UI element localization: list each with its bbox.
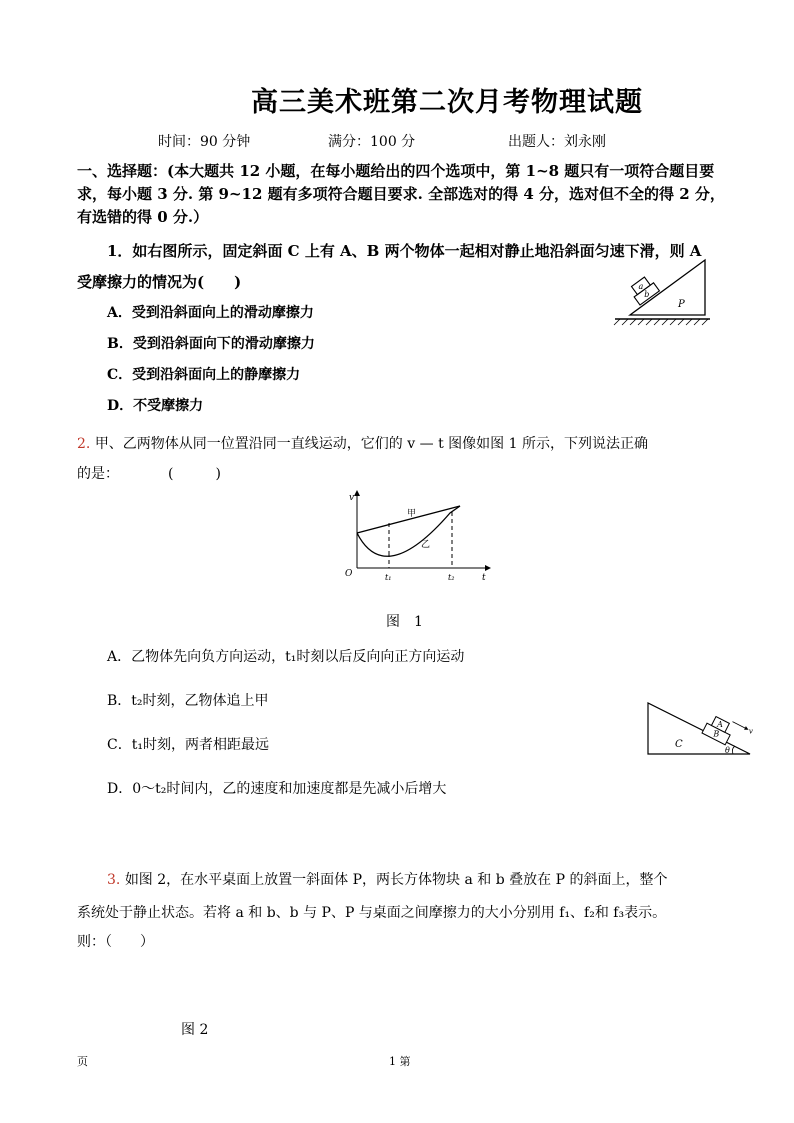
q2-option-c: C．t₁时刻，两者相距最远	[107, 737, 269, 753]
graph-label-yi: 乙	[421, 540, 431, 550]
graph-origin-label: O	[345, 569, 353, 579]
q1-stem-line2: 受摩擦力的情况为( )	[77, 273, 242, 291]
q3-stem-line1: 如图 2，在水平桌面上放置一斜面体 P，两长方体物块 a 和 b 叠放在 P 的斜面上，整个	[124, 872, 668, 888]
exam-time: 时间：90 分钟	[158, 134, 251, 150]
side-fig-label-b: B	[713, 729, 720, 739]
full-score: 满分：100 分	[328, 134, 416, 150]
side-fig-label-theta: θ	[725, 746, 730, 755]
q2-option-a: A．乙物体先向负方向运动，t₁时刻以后反向向正方向运动	[107, 649, 465, 665]
side-fig-label-a: A	[717, 720, 723, 730]
q1-option-b: B．受到沿斜面向下的滑动摩擦力	[107, 336, 315, 352]
graph-v-label: v	[349, 493, 355, 503]
q1-option-c: C．受到沿斜面向上的静摩擦力	[107, 367, 301, 383]
graph-label-jia: 甲	[407, 509, 417, 519]
graph-t-label: t	[482, 573, 486, 583]
q3-stem-line3: 则：（ ）	[77, 934, 154, 950]
q3-stem-line2: 系统处于静止状态。若将 a 和 b、b 与 P、P 与桌面之间摩擦力的大小分别用 f₁、f₂和 f₃表示。	[77, 905, 667, 921]
q2-option-d: D．0～t₂时间内，乙的速度和加速度都是先减小后增大	[107, 781, 447, 797]
q1-option-a: A．受到沿斜面向上的滑动摩擦力	[107, 305, 314, 321]
q2-number: 2.	[77, 436, 91, 452]
figure-1-caption: 图 1	[386, 614, 423, 630]
figure-2-caption: 图 2	[181, 1022, 209, 1038]
q1-fig-label-p: P	[678, 299, 685, 310]
footer-page-number: 1 第	[389, 1055, 411, 1068]
q1-fig-label-b: b	[644, 289, 650, 299]
q1-stem-line1: 1．如右图所示，固定斜面 C 上有 A、B 两个物体一起相对静止地沿斜面匀速下滑，则 A	[107, 242, 702, 260]
graph-t2-label: t₂	[448, 573, 455, 582]
side-fig-label-v: v	[748, 727, 753, 736]
section-heading: 一、选择题：(本大题共 12 小题，在每小题给出的四个选项中，第 1~8 题只有一项符合题目要求，每小题 3 分. 第 9~12 题有多项符合题目要求. 全部选对的得 4 分，选对但不全的得 2 分，有选错的得 0 分.）	[77, 162, 725, 226]
q2-vt-graph	[335, 488, 495, 588]
graph-t1-label: t₁	[385, 573, 392, 582]
q2-stem-line2: 的是： ( )	[77, 466, 221, 482]
q1-fig-label-a: a	[638, 281, 644, 291]
q3-number: 3.	[107, 872, 121, 888]
q2-stem-line1: 甲、乙两物体从同一位置沿同一直线运动，它们的 v — t 图像如图 1 所示，下列说法正确	[94, 436, 648, 452]
q1-option-d: D．不受摩擦力	[107, 398, 204, 414]
q1-incline-figure	[610, 255, 720, 330]
q2-option-b: B．t₂时刻，乙物体追上甲	[107, 693, 269, 709]
exam-author: 出题人：刘永刚	[508, 134, 606, 150]
q2-side-incline-figure	[645, 700, 755, 758]
footer-left: 页	[77, 1055, 88, 1068]
page-title: 高三美术班第二次月考物理试题	[251, 87, 643, 118]
side-fig-label-c: C	[675, 739, 683, 750]
